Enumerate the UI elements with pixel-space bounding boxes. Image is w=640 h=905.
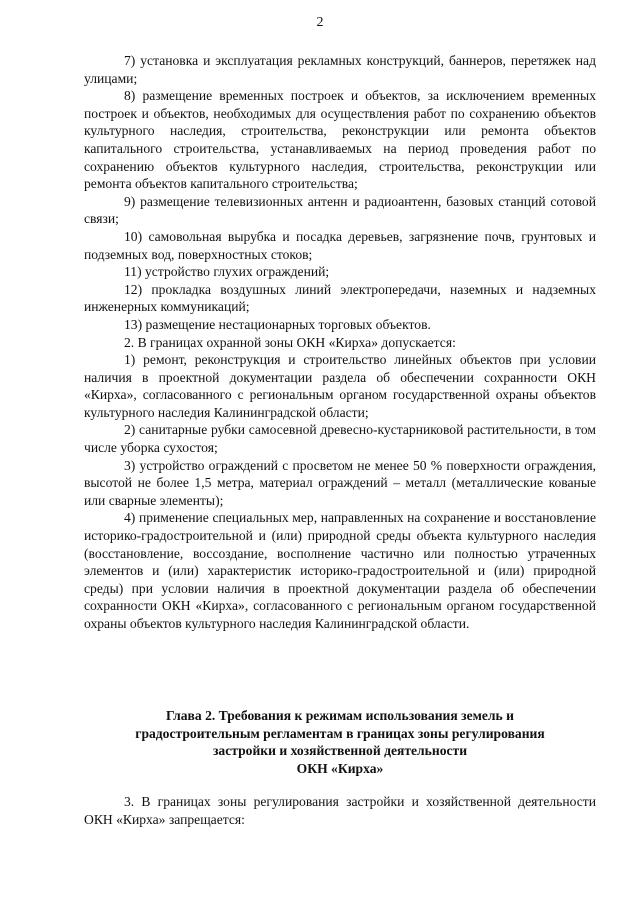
list-item: 1) ремонт, реконструкция и строительство линейных объектов при условии наличия в проектной документации раздела об обеспечении сохранности ОКН «Кирха», согласованного с региональным органом государственной охраны объектов культурного наследия Калининградской области; [84,352,596,420]
list-item: 3) устройство ограждений с просветом не менее 50 % поверхности ограждения, высотой не более 1,5 метра, материал ограждений – металл (металлические кованые или сварные элементы); [84,457,596,508]
heading-line: застройки и хозяйственной деятельности [212,743,468,759]
list-item: 11) устройство глухих ограждений; [124,264,330,280]
section-paragraph: 3. В границах зоны регулирования застройки и хозяйственной деятельности ОКН «Кирха» запрещается: [84,794,596,827]
list-item: 8) размещение временных построек и объектов, за исключением временных построек и объектов, необходимых для осуществления работ по сохранению объектов культурного наследия, строительства, реконструкции или ремонта объектов капитального строительства, устанавливаемых на период проведения работ по сохранению объектов культурного наследия, строительства, реконструкции или ремонта объектов капитального строительства; [84,88,596,192]
list-item: 2) санитарные рубки самосевной древесно-кустарниковой растительности, в том числе уборка сухостоя; [84,422,596,456]
list-item: 4) применение специальных мер, направленных на сохранение и восстановление историко-градостроительной и (или) природной среды объекта культурного наследия (восстановление, воссоздание, восполнение частично или полностью утраченных элементов и (или) характеристик историко-градостроительной и (или) природной среды) при условии наличия в проектной документации раздела об обеспечении сохранности ОКН «Кирха», согласованного с региональным органом государственной охраны объектов культурного наследия Калининградской области. [84,510,596,631]
chapter-heading [84,707,596,777]
heading-line: Глава 2. Требования к режимам использования земель и [166,708,514,723]
list-item: 9) размещение телевизионных антенн и радиоантенн, базовых станций сотовой связи; [84,193,596,227]
list-item: 13) размещение нестационарных торговых объектов. [124,316,431,332]
page-number: 2 [316,15,324,30]
list-item: 7) установка и эксплуатация рекламных конструкций, баннеров, перетяжек над улицами; [84,53,596,86]
list-item: 10) самовольная вырубка и посадка деревьев, загрязнение почв, грунтовых и подземных вод, поверхностных стоков; [84,228,596,262]
section-paragraph: 2. В границах охранной зоны ОКН «Кирха» допускается: [124,334,456,350]
heading-line: ОКН «Кирха» [296,760,384,776]
heading-line: градостроительным регламентам в границах зоны регулирования [135,725,545,741]
list-item: 12) прокладка воздушных линий электропередачи, наземных и надземных инженерных коммуникаций; [84,281,596,315]
closing-section [84,793,596,828]
document-body [84,52,596,633]
